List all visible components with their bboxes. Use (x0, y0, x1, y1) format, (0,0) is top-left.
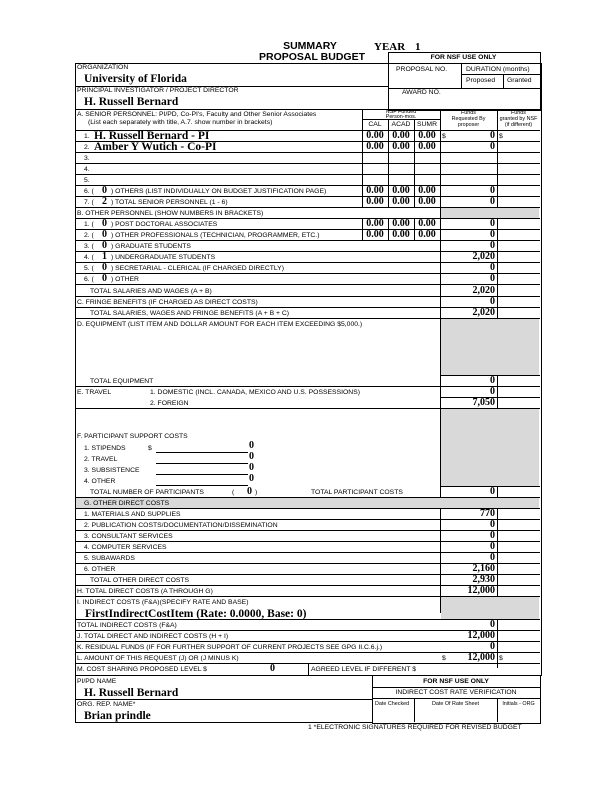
senior-row-num: 6. ( (84, 188, 94, 195)
other-row-num: 6. ( (84, 276, 94, 283)
other-row-funds: 0 (490, 273, 495, 284)
senior-row-acad: 0.00 (392, 130, 410, 141)
other-row-label: ) GRADUATE STUDENTS (111, 243, 191, 250)
other-row-count: 0 (102, 273, 107, 284)
funds-granted-header-1: Funds (511, 110, 526, 116)
senior-row-funds: 0 (490, 196, 495, 207)
salaries-total-value: 2,020 (472, 285, 495, 296)
footer-nsf-use-only: FOR NSF USE ONLY (423, 678, 489, 685)
organization-label: ORGANIZATION (77, 64, 129, 71)
other-row-count: 0 (102, 229, 107, 240)
total-direct-indirect-value: 12,000 (467, 630, 495, 641)
other-direct-costs-label: G. OTHER DIRECT COSTS (84, 500, 170, 507)
other-row-funds: 2,020 (472, 251, 495, 262)
cost-sharing-label: M. COST SHARING PROPOSED LEVEL $ (77, 666, 207, 673)
other-row-count: 0 (102, 218, 107, 229)
date-checked-label: Date Checked (375, 701, 410, 707)
subawards-label: 5. SUBAWARDS (84, 555, 135, 562)
participants-open-paren: ( (232, 489, 235, 496)
participant-other-value: 0 (249, 473, 254, 484)
senior-row-num: 1. (84, 133, 90, 140)
other-row-funds: 0 (490, 229, 495, 240)
senior-row-funds: 0 (490, 130, 495, 141)
other-row-num: 1. ( (84, 221, 94, 228)
publication-costs-value: 0 (490, 519, 495, 530)
participant-support-label: F. PARTICIPANT SUPPORT COSTS (77, 433, 188, 440)
salaries-fringe-total-value: 2,020 (472, 307, 495, 318)
other-row-label: ) OTHER (111, 276, 139, 283)
funds-requested-header-2: Requested By (451, 116, 486, 122)
year-label: YEAR (374, 41, 406, 53)
senior-row-name: H. Russell Bernard - PI (94, 130, 210, 142)
senior-row-count: 0 (102, 185, 107, 196)
consultant-value: 0 (490, 530, 495, 541)
participant-costs-total-value: 0 (490, 486, 495, 497)
participants-count-label: TOTAL NUMBER OF PARTICIPANTS (90, 489, 204, 496)
signature-note: 1 *ELECTRONIC SIGNATURES REQUIRED FOR REVISED BUDGET (308, 724, 522, 731)
senior-row-num: 2. (84, 144, 90, 151)
other-row-label: ) SECRETARIAL - CLERICAL (IF CHARGED DIRECTLY) (111, 265, 284, 272)
funds-granted-header-2: granted by NSF (499, 116, 538, 122)
award-no-label: AWARD NO. (402, 89, 441, 96)
senior-row-cal: 0.00 (366, 185, 384, 196)
footer-pi-value: H. Russell Bernard (84, 687, 179, 699)
foreign-travel-value: 7,050 (472, 397, 495, 408)
dollar-sign: $ (442, 133, 446, 140)
total-direct-indirect-label: J. TOTAL DIRECT AND INDIRECT COSTS (H + I) (77, 633, 229, 640)
date-rate-sheet-label: Date Of Rate Sheet (431, 701, 480, 707)
participant-travel-value: 0 (249, 451, 254, 462)
consultant-label: 3. CONSULTANT SERVICES (84, 533, 173, 540)
funds-requested-header-1: Funds (461, 110, 476, 116)
other-row-funds: 0 (490, 218, 495, 229)
senior-row-acad: 0.00 (392, 185, 410, 196)
senior-row-cal: 0.00 (366, 130, 384, 141)
form-subtitle: PROPOSAL BUDGET (259, 51, 365, 63)
indirect-costs-label: I. INDIRECT COSTS (F&A)(SPECIFY RATE AND BASE) (77, 599, 249, 606)
other-row-count: 0 (102, 262, 107, 273)
residual-funds-label: K. RESIDUAL FUNDS (IF FOR FURTHER SUPPORT OF CURRENT PROJECTS SEE GPG II.C.6.j.) (77, 644, 383, 651)
footer-org-rep-label: ORG. REP. NAME* (77, 701, 136, 708)
pi-label: PRINCIPAL INVESTIGATOR / PROJECT DIRECTOR (77, 87, 239, 94)
proposed-label: Proposed (466, 77, 496, 84)
g-other-label: 6. OTHER (84, 566, 116, 573)
senior-row-funds: 0 (490, 141, 495, 152)
other-row-label: ) UNDERGRADUATE STUDENTS (111, 254, 216, 261)
other-direct-total-label: TOTAL OTHER DIRECT COSTS (90, 577, 190, 584)
form-title: SUMMARY (283, 40, 337, 52)
proposal-no-label: PROPOSAL NO. (396, 66, 448, 73)
other-row-num: 2. ( (84, 232, 94, 239)
residual-funds-value: 0 (490, 641, 495, 652)
participants-close-paren: ) (255, 489, 258, 496)
equipment-label: D. EQUIPMENT (LIST ITEM AND DOLLAR AMOUNT FOR EACH ITEM EXCEEDING $5,000.) (77, 321, 363, 328)
other-row-funds: 0 (490, 240, 495, 251)
g-other-value: 2,160 (472, 563, 495, 574)
indirect-total-value: 0 (490, 619, 495, 630)
participant-other-label: 4. OTHER (84, 478, 116, 485)
funds-granted-header-3: (if different) (504, 122, 533, 128)
senior-row-acad: 0.00 (392, 196, 410, 207)
stipends-label: 1. STIPENDS (84, 445, 126, 452)
computer-services-value: 0 (490, 541, 495, 552)
other-row-label: ) POST DOCTORAL ASSOCIATES (111, 221, 218, 228)
initials-org-label: Initials - ORG (502, 701, 535, 707)
amount-request-dollar: $ (442, 655, 446, 662)
other-row-num: 3. ( (84, 243, 94, 250)
amount-request-value: 12,000 (467, 652, 495, 663)
cost-sharing-value: 0 (270, 663, 275, 674)
other-row-label: ) OTHER PROFESSIONALS (TECHNICIAN, PROGRAMMER, ETC.) (111, 232, 320, 239)
subawards-value: 0 (490, 552, 495, 563)
nsf-use-only-label: FOR NSF USE ONLY (430, 54, 497, 61)
cal-header: CAL (368, 121, 382, 128)
funds-requested-header-3: proposer (457, 122, 480, 128)
other-direct-total-value: 2,930 (472, 574, 495, 585)
foreign-travel-label: 2. FOREIGN (150, 400, 189, 407)
other-row-num: 4. ( (84, 254, 94, 261)
senior-row-num: 3. (84, 155, 90, 162)
senior-row-acad: 0.00 (392, 141, 410, 152)
year-value: 1 (415, 41, 421, 53)
person-mos-label: Person-mos. (385, 114, 417, 120)
senior-row-name: ) OTHERS (LIST INDIVIDUALLY ON BUDGET JUSTIFICATION PAGE) (111, 188, 327, 195)
equipment-total-value: 0 (490, 375, 495, 386)
other-row-acad: 0.00 (392, 229, 410, 240)
senior-row-name: ) TOTAL SENIOR PERSONNEL (1 - 6) (111, 199, 228, 206)
materials-label: 1. MATERIALS AND SUPPLIES (84, 511, 181, 518)
sumr-header: SUMR (416, 121, 437, 128)
section-a-subtitle: (List each separately with title, A.7. show number in brackets) (88, 119, 273, 126)
organization-value: University of Florida (84, 73, 187, 85)
equipment-total-label: TOTAL EQUIPMENT (90, 378, 154, 385)
participant-travel-label: 2. TRAVEL (84, 456, 118, 463)
other-row-num: 5. ( (84, 265, 94, 272)
senior-row-sumr: 0.00 (418, 130, 436, 141)
fringe-label: C. FRINGE BENEFITS (IF CHARGED AS DIRECT COSTS) (77, 299, 258, 306)
senior-row-num: 7. ( (84, 199, 94, 206)
stipends-dollar: $ (148, 445, 152, 452)
other-row-count: 1 (102, 251, 107, 262)
materials-value: 770 (480, 508, 495, 519)
fringe-value: 0 (490, 296, 495, 307)
senior-row-sumr: 0.00 (418, 185, 436, 196)
salaries-total-label: TOTAL SALARIES AND WAGES (A + B) (90, 288, 212, 295)
other-row-count: 0 (102, 240, 107, 251)
other-row-sumr: 0.00 (418, 218, 436, 229)
publication-costs-label: 2. PUBLICATION COSTS/DOCUMENTATION/DISSEMINATION (84, 522, 278, 529)
senior-row-num: 5. (84, 177, 90, 184)
senior-row-count: 2 (102, 196, 107, 207)
section-b-title: B. OTHER PERSONNEL (SHOW NUMBERS IN BRACKETS) (77, 210, 264, 217)
indirect-total-label: TOTAL INDIRECT COSTS (F&A) (77, 622, 177, 629)
senior-row-cal: 0.00 (366, 196, 384, 207)
domestic-travel-label: 1. DOMESTIC (INCL. CANADA, MEXICO AND U.S. POSSESSIONS) (150, 389, 360, 396)
subsistence-label: 3. SUBSISTENCE (84, 467, 140, 474)
indirect-cost-item: FirstIndirectCostItem (Rate: 0.0000, Base: 0) (85, 608, 307, 620)
dollar-sign: $ (499, 133, 503, 140)
nsf-funded-label: NSF Funded (385, 109, 417, 115)
section-a-title: A. SENIOR PERSONNEL: PI/PD, Co-PI's, Faculty and Other Senior Associates (77, 111, 317, 118)
travel-label: E. TRAVEL (77, 389, 112, 396)
duration-label: DURATION (months) (466, 66, 530, 73)
total-direct-label: H. TOTAL DIRECT COSTS (A THROUGH G) (77, 588, 213, 595)
amount-granted-dollar: $ (499, 655, 503, 662)
subsistence-value: 0 (249, 462, 254, 473)
senior-row-name: Amber Y Wutich - Co-PI (94, 141, 217, 153)
indirect-rate-verification: INDIRECT COST RATE VERIFICATION (395, 689, 517, 696)
amount-request-label: L. AMOUNT OF THIS REQUEST (J) OR (J MINUS K) (77, 655, 239, 662)
computer-services-label: 4. COMPUTER SERVICES (84, 544, 167, 551)
domestic-travel-value: 0 (490, 386, 495, 397)
other-row-funds: 0 (490, 262, 495, 273)
other-row-cal: 0.00 (366, 218, 384, 229)
agreed-level-label: AGREED LEVEL IF DIFFERENT $ (311, 666, 416, 673)
participant-costs-total-label: TOTAL PARTICIPANT COSTS (311, 489, 403, 496)
granted-label: Granted (507, 77, 532, 84)
senior-row-sumr: 0.00 (418, 141, 436, 152)
senior-row-sumr: 0.00 (418, 196, 436, 207)
other-row-cal: 0.00 (366, 229, 384, 240)
total-direct-value: 12,000 (467, 585, 495, 596)
acad-header: ACAD (391, 121, 411, 128)
participants-count-value: 0 (247, 486, 252, 497)
footer-org-rep-value: Brian prindle (84, 710, 151, 722)
pi-value: H. Russell Bernard (84, 96, 179, 108)
senior-row-num: 4. (84, 166, 90, 173)
other-row-sumr: 0.00 (418, 229, 436, 240)
other-row-acad: 0.00 (392, 218, 410, 229)
salaries-fringe-total-label: TOTAL SALARIES, WAGES AND FRINGE BENEFITS (A + B + C) (90, 310, 290, 317)
senior-row-cal: 0.00 (366, 141, 384, 152)
senior-row-funds: 0 (490, 185, 495, 196)
footer-pi-label: PI/PD NAME (77, 678, 117, 685)
stipends-value: 0 (249, 440, 254, 451)
